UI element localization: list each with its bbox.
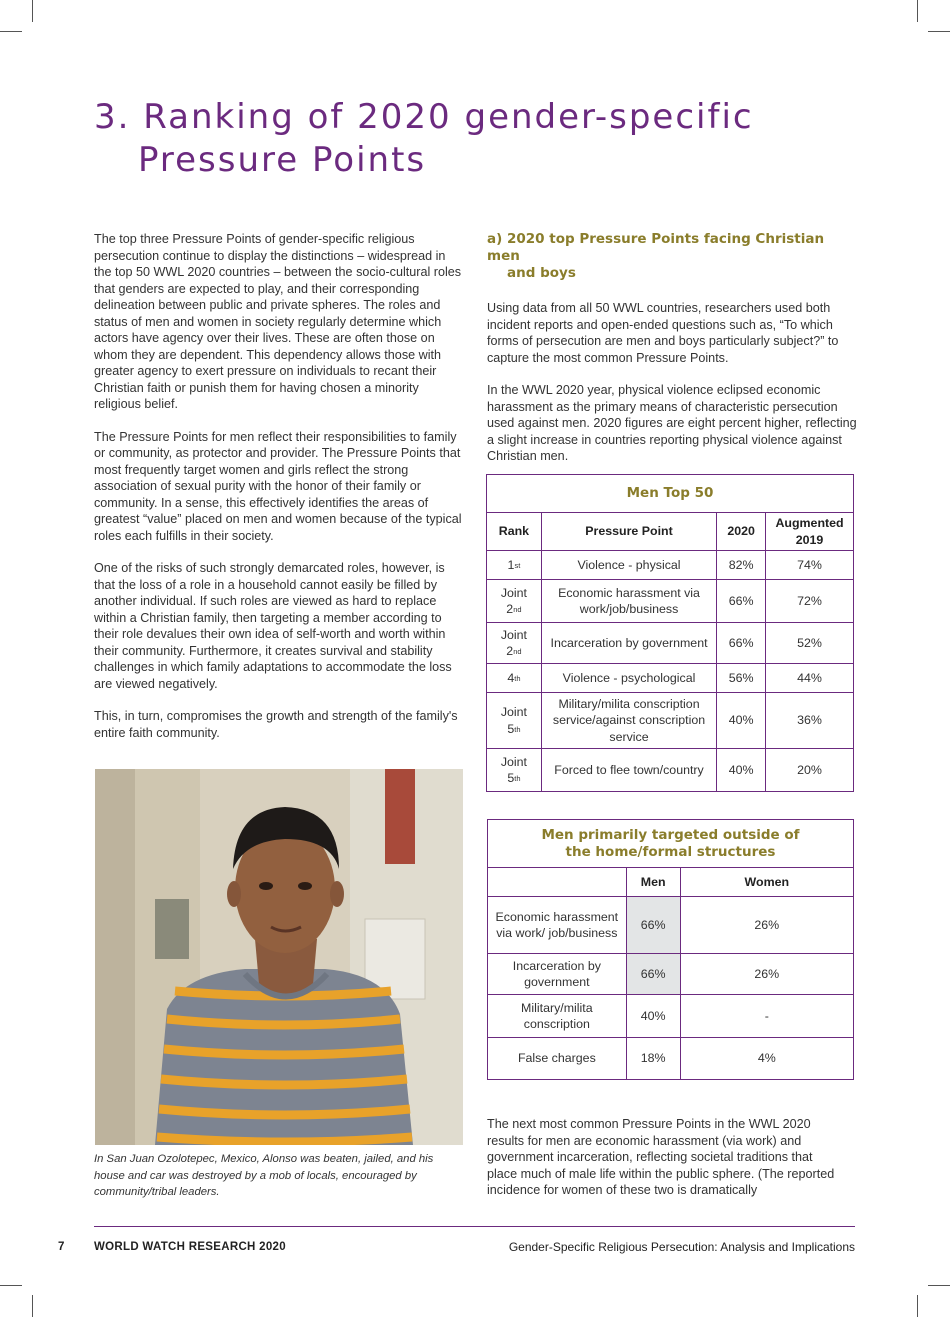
value-2019-cell: 44% xyxy=(766,664,854,693)
col-header: Rank xyxy=(487,513,542,551)
paragraph: The Pressure Points for men reflect their responsibilities to family or community, as protector and provider. The Pressure Points that most frequently target women and girls reflect the strong association of sexual purity with the honor of their family or community. In a sense, this effectively identifies the areas of greatest “value” placed on men and women because of the typical roles each fulfills in their society. xyxy=(94,429,462,543)
table-row xyxy=(487,551,854,580)
col-header: Men xyxy=(626,868,680,897)
photo-alonso xyxy=(95,769,463,1145)
value-2019-cell: 36% xyxy=(766,693,854,749)
paragraph: The top three Pressure Points of gender-specific religious persecution continue to display the distinctions – widespread in the top 50 WWL 2020 countries – between the socio-cultural roles that genders are expected to play, and their corresponding delineation between public and private spheres. The roles and status of men and women in society regularly determine which actors have agency over their lives. These are often those on whom they are dependent. This dependency allows those with greater agency to exert pressure on individuals to recant their Christian faith or punish them for having chosen a minority religious belief. xyxy=(94,232,462,411)
paragraph: The next most common Pressure Points in the WWL 2020 results for men are economic harassment (via work) and government incarceration, reflecting societal traditions that place much of male life within the public sphere. (The reported incidence for women of these two is dramatically xyxy=(487,1117,835,1197)
table-title xyxy=(488,820,854,868)
rank-cell: Joint 2nd xyxy=(487,623,542,664)
men-value-cell: 66% xyxy=(626,954,680,995)
table-row xyxy=(487,623,854,664)
crop-mark xyxy=(928,1285,950,1286)
paragraph: One of the risks of such strongly demarcated roles, however, is that the loss of a role in a household cannot easily be filled by another individual. If such roles are viewed as hard to replace within a Christian family, then targeting a member according to their role devalues their own idea of self-worth and worth within their community. Furthermore, it creates survival and stability challenges in which family adaptations to accommodate the loss are viewed negatively. xyxy=(94,561,452,691)
col-header xyxy=(488,868,627,897)
col-header: Women xyxy=(680,868,853,897)
row-label-cell: Incarceration by government xyxy=(488,954,627,995)
women-value-cell: - xyxy=(680,995,853,1038)
photo-caption: In San Juan Ozolotepec, Mexico, Alonso was beaten, jailed, and his house and car was destroyed by a mob of locals, encouraged by community/tribal leaders. xyxy=(94,1153,434,1198)
value-2020-cell: 66% xyxy=(717,623,766,664)
pressure-point-cell: Military/milita conscription service/against conscription service xyxy=(541,693,716,749)
crop-mark xyxy=(0,31,22,32)
paragraph: Using data from all 50 WWL countries, researchers used both incident reports and open-ended questions such as, “To which forms of persecution are men and boys particularly subject?” to capture the most common Pressure Points. xyxy=(487,301,839,365)
crop-mark xyxy=(917,0,918,22)
women-value-cell: 26% xyxy=(680,897,853,954)
value-2020-cell: 82% xyxy=(717,551,766,580)
women-value-cell: 4% xyxy=(680,1038,853,1080)
table-row xyxy=(487,749,854,792)
value-2020-cell: 56% xyxy=(717,664,766,693)
rank-cell: Joint 5th xyxy=(487,693,542,749)
pressure-point-cell: Violence - psychological xyxy=(541,664,716,693)
paragraph: In the WWL 2020 year, physical violence eclipsed economic harassment as the primary means of characteristic persecution used against men. 2020 figures are eight percent higher, reflecting a slight increase in countries reporting physical violence against Christian men. xyxy=(487,383,857,463)
table-title-line-1: Men primarily targeted outside of xyxy=(541,827,800,843)
men-value-cell: 66% xyxy=(626,897,680,954)
rank-cell: Joint 5th xyxy=(487,749,542,792)
men-value-cell: 18% xyxy=(626,1038,680,1080)
crop-mark xyxy=(928,31,950,32)
footer-divider xyxy=(94,1226,855,1227)
col-header: Augmented 2019 xyxy=(766,513,854,551)
right-column xyxy=(487,231,857,481)
title-line-1: 3. Ranking of 2020 gender-specific xyxy=(94,97,754,137)
page-number: 7 xyxy=(58,1241,65,1253)
table-header-row xyxy=(487,513,854,551)
table-row xyxy=(488,1038,854,1080)
value-2019-cell: 74% xyxy=(766,551,854,580)
rank-cell: 4th xyxy=(487,664,542,693)
col-header: Pressure Point xyxy=(541,513,716,551)
left-column xyxy=(94,231,466,757)
women-value-cell: 26% xyxy=(680,954,853,995)
table-row xyxy=(488,954,854,995)
table-title: Men Top 50 xyxy=(487,475,854,513)
value-2020-cell: 40% xyxy=(717,749,766,792)
section-heading-line-2: and boys xyxy=(507,265,576,281)
title-line-2: Pressure Points xyxy=(138,140,427,180)
pressure-point-cell: Forced to flee town/country xyxy=(541,749,716,792)
rank-cell: Joint 2nd xyxy=(487,580,542,623)
footer-publication: WORLD WATCH RESEARCH 2020 xyxy=(94,1241,286,1253)
table-row xyxy=(487,664,854,693)
table-row xyxy=(487,693,854,749)
paragraph: This, in turn, compromises the growth and strength of the family's entire faith community. xyxy=(94,709,458,740)
row-label-cell: False charges xyxy=(488,1038,627,1080)
crop-mark xyxy=(32,1295,33,1317)
table-row xyxy=(488,995,854,1038)
value-2020-cell: 40% xyxy=(717,693,766,749)
table-row xyxy=(488,897,854,954)
row-label-cell: Economic harassment via work/ job/business xyxy=(488,897,627,954)
rank-cell: 1st xyxy=(487,551,542,580)
section-heading-line-1: a) 2020 top Pressure Points facing Christian men xyxy=(487,231,825,264)
crop-mark xyxy=(917,1295,918,1317)
pressure-point-cell: Incarceration by government xyxy=(541,623,716,664)
value-2019-cell: 72% xyxy=(766,580,854,623)
table-title-line-2: the home/formal structures xyxy=(565,843,776,860)
value-2019-cell: 20% xyxy=(766,749,854,792)
value-2019-cell: 52% xyxy=(766,623,854,664)
value-2020-cell: 66% xyxy=(717,580,766,623)
crop-mark xyxy=(0,1285,22,1286)
men-top-50-table xyxy=(486,474,854,792)
crop-mark xyxy=(32,0,33,22)
outside-home-table xyxy=(487,819,854,1080)
row-label-cell: Military/milita conscription xyxy=(488,995,627,1038)
section-heading xyxy=(487,231,857,282)
men-value-cell: 40% xyxy=(626,995,680,1038)
page-title xyxy=(94,96,754,182)
pressure-point-cell: Violence - physical xyxy=(541,551,716,580)
footer-report-title: Gender-Specific Religious Persecution: Analysis and Implications xyxy=(508,1240,855,1254)
col-header: 2020 xyxy=(717,513,766,551)
table-header-row xyxy=(488,868,854,897)
table-row xyxy=(487,580,854,623)
pressure-point-cell: Economic harassment via work/job/business xyxy=(541,580,716,623)
